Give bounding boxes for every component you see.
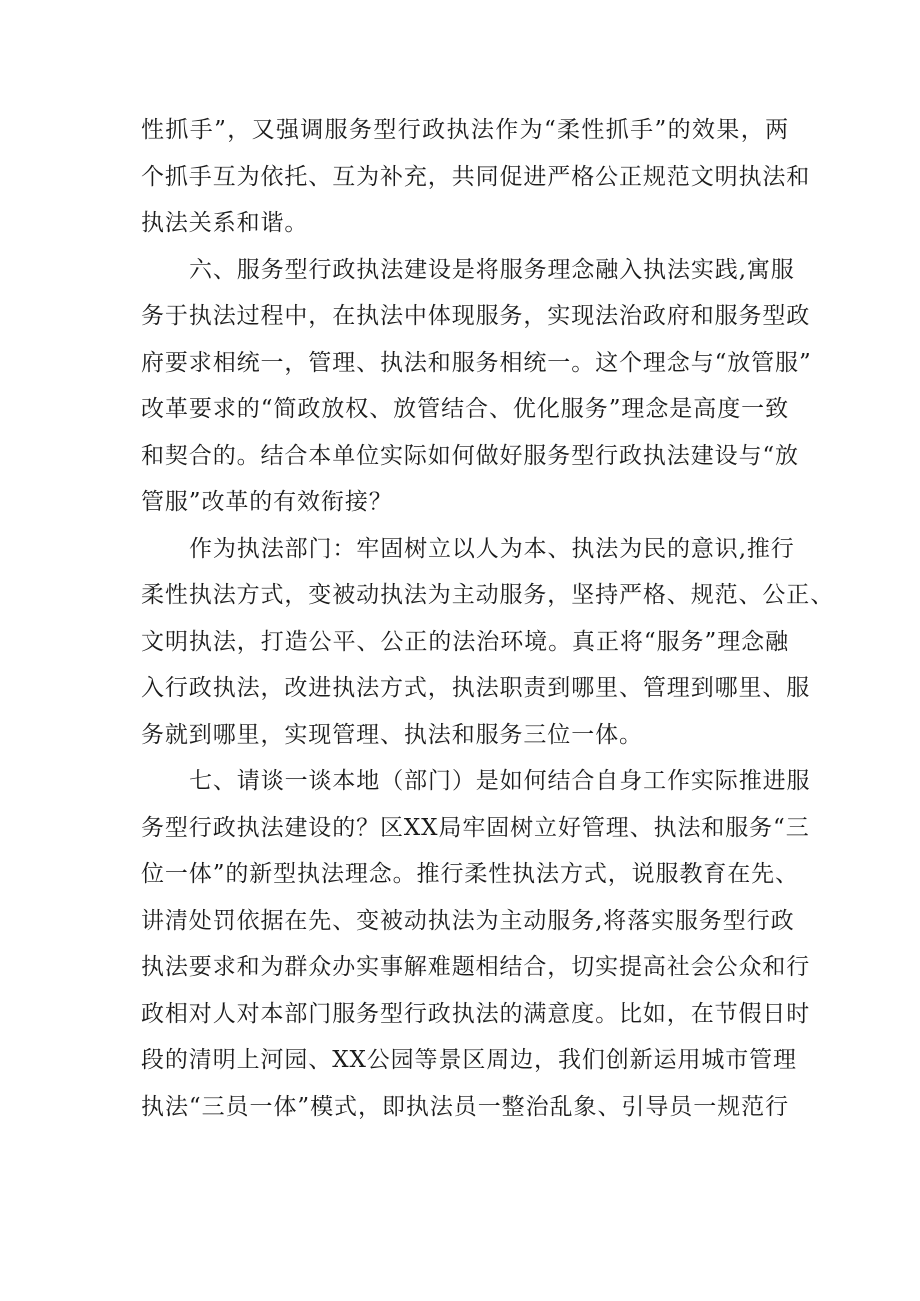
paragraph-line: 务于执法过程中，在执法中体现服务，实现法治政府和服务型政	[141, 303, 811, 329]
paragraph-line: 务就到哪里，实现管理、执法和服务三位一体。	[141, 721, 643, 748]
paragraph-line: 六、服务型行政执法建设是将服务理念融入执法实践,寓服	[189, 256, 795, 283]
paragraph-line: 府要求相统一，管理、执法和服务相统一。这个理念与“放管服”	[141, 349, 812, 376]
paragraph-line: 执法关系和谐。	[141, 210, 309, 236]
paragraph-line: 个抓手互为依托、互为补充，共同促进严格公正规范文明执法和	[141, 163, 811, 190]
paragraph-line: 七、请谈一谈本地（部门）是如何结合自身工作实际推进服	[189, 768, 811, 794]
paragraph-line: 和契合的。结合本单位实际如何做好服务型行政执法建设与“放	[141, 442, 799, 469]
paragraph-line: 改革要求的“简政放权、放管结合、优化服务”理念是高度一致	[141, 396, 789, 422]
paragraph-line: 讲清处罚依据在先、变被动执法为主动服务,将落实服务型行政	[141, 907, 795, 934]
paragraph-line: 性抓手”，又强调服务型行政执法作为“柔性抓手”的效果，两	[141, 117, 789, 143]
paragraph-line: 执法“三员一体”模式，即执法员一整治乱象、引导员一规范行	[141, 1093, 789, 1120]
paragraph-line: 执法要求和为群众办实事解难题相结合，切实提高社会公众和行	[141, 954, 811, 980]
paragraph-line: 段的清明上河园、XX公园等景区周边，我们创新运用城市管理	[141, 1047, 797, 1073]
document-body	[141, 107, 835, 1130]
paragraph-line: 管服”改革的有效衔接？	[141, 489, 393, 515]
paragraph-line: 作为执法部门：牢固树立以人为本、执法为民的意识,推行	[189, 535, 795, 562]
paragraph-line: 入行政执法，改进执法方式，执法职责到哪里、管理到哪里、服	[141, 675, 811, 701]
paragraph-line: 政相对人对本部门服务型行政执法的满意度。比如，在节假日时	[141, 1000, 811, 1027]
paragraph-line: 柔性执法方式，变被动执法为主动服务，坚持严格、规范、公正、	[141, 582, 835, 608]
paragraph-line: 文明执法，打造公平、公正的法治环境。真正将“服务”理念融	[141, 628, 789, 655]
paragraph-line: 位一体”的新型执法理念。推行柔性执法方式，说服教育在先、	[141, 861, 799, 887]
paragraph-line: 务型行政执法建设的？区XX局牢固树立好管理、执法和服务“三	[141, 814, 810, 841]
